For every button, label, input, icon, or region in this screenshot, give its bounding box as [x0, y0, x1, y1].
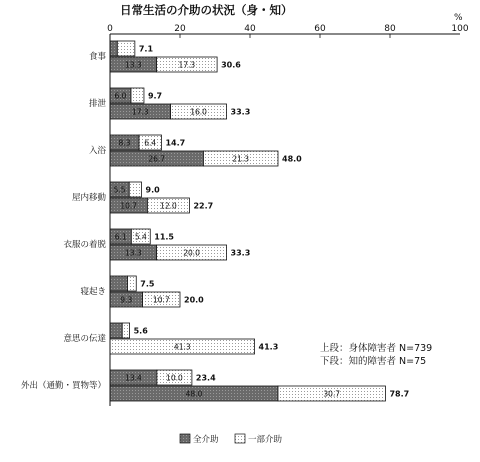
- chart-title: 日常生活の介助の状況（身・知）: [120, 3, 293, 17]
- bar-total-label: 30.6: [221, 60, 241, 70]
- bar-partial-label: 17.3: [178, 60, 196, 70]
- bar-total-label: 23.4: [195, 373, 216, 383]
- bar-full-label: 8.3: [118, 138, 131, 148]
- bar-partial-label: 20.0: [183, 248, 200, 258]
- bar-total-label: 7.5: [140, 279, 155, 289]
- legend-swatch-partial: [235, 434, 245, 443]
- bar-upper: [110, 135, 185, 150]
- legend-swatch-full: [180, 434, 190, 443]
- category-label: 意思の伝達: [63, 334, 106, 344]
- bar-total-label: 9.0: [145, 185, 160, 195]
- bar-partial-label: 30.7: [323, 389, 341, 399]
- bar-full-label: 10.7: [120, 201, 138, 211]
- bar-partial-label: 10.7: [152, 295, 170, 305]
- annotation-line2: 下段：知的障害者 N=75: [320, 356, 427, 367]
- bar-full-label: 6.0: [114, 91, 127, 101]
- category-label: 外出（通勤・買物等）: [20, 381, 106, 391]
- bar-partial-label: 41.3: [173, 342, 191, 352]
- x-axis-ticks: [107, 24, 469, 38]
- bar-partial-label: 12.0: [160, 201, 177, 211]
- bar-partial-label: 6.4: [144, 138, 157, 148]
- bar-total-label: 20.0: [184, 295, 204, 305]
- bar-upper: [110, 323, 148, 338]
- bar-upper: [110, 229, 174, 244]
- tick-label: 20: [174, 24, 186, 34]
- bar-full-segment: [110, 41, 117, 56]
- tick-label: 40: [244, 24, 256, 34]
- tick-label: 60: [314, 24, 326, 34]
- category-labels: [21, 51, 107, 391]
- bar-total-label: 9.7: [147, 91, 163, 101]
- bar-partial-segment: [117, 41, 135, 56]
- category-label: 排泄: [88, 99, 106, 109]
- bar-partial-segment: [129, 182, 141, 197]
- tick-label: 80: [384, 24, 396, 34]
- bar-total-label: 78.7: [389, 389, 410, 399]
- bar-lower: [110, 292, 204, 307]
- bar-total-label: 14.7: [165, 138, 186, 148]
- bar-partial-label: 5.4: [134, 232, 147, 242]
- category-label: 屋内移動: [71, 193, 106, 203]
- bar-partial-label: 10.0: [166, 373, 183, 383]
- legend-label-full: 全介助: [193, 435, 219, 445]
- tick-label: 0: [107, 24, 113, 34]
- bar-total-label: 41.3: [258, 342, 279, 352]
- bar-lower: [110, 339, 278, 354]
- bar-total-label: 33.3: [230, 248, 251, 258]
- bar-full-label: 5.5: [113, 185, 126, 195]
- bar-total-label: 22.7: [193, 201, 214, 211]
- bar-upper: [110, 88, 162, 103]
- bar-lower: [110, 245, 250, 260]
- category-label: 寝起き: [80, 287, 106, 297]
- bar-full-label: 13.4: [125, 373, 142, 383]
- bar-full-label: 9.3: [120, 295, 133, 305]
- bar-total-label: 33.3: [230, 107, 251, 117]
- category-label: 入浴: [88, 146, 106, 156]
- annotation-line1: 上段：身体障害者 N=739: [320, 343, 433, 354]
- bar-full-segment: [110, 323, 122, 338]
- bar-partial-segment: [131, 88, 144, 103]
- bar-full-segment: [110, 276, 128, 291]
- bar-partial-segment: [128, 276, 137, 291]
- bar-lower: [110, 57, 241, 72]
- bar-total-label: 48.0: [282, 154, 302, 164]
- category-label: 食事: [88, 52, 106, 62]
- unit-label: %: [454, 13, 463, 23]
- bar-lower: [110, 198, 213, 213]
- bar-total-label: 7.1: [138, 44, 154, 54]
- bar-full-label: 17.3: [131, 107, 149, 117]
- bar-full-label: 26.7: [148, 154, 166, 164]
- legend: [180, 434, 283, 445]
- bar-lower: [110, 386, 409, 401]
- bar-lower: [110, 151, 302, 166]
- bar-partial-label: 16.0: [190, 107, 207, 117]
- bar-full-label: 6.1: [114, 232, 127, 242]
- bar-full-label: 13.3: [124, 60, 142, 70]
- bar-upper: [110, 370, 216, 385]
- bar-full-label: 48.0: [185, 389, 203, 399]
- bar-full-label: 13.3: [124, 248, 142, 258]
- bar-lower: [110, 104, 250, 119]
- bar-upper: [110, 182, 160, 197]
- tick-label: 100: [451, 24, 469, 34]
- bar-total-label: 11.5: [154, 232, 174, 242]
- bar-partial-label: 21.3: [232, 154, 250, 164]
- bar-total-label: 5.6: [133, 326, 148, 336]
- bar-partial-segment: [122, 323, 129, 338]
- bar-upper: [110, 276, 155, 291]
- legend-label-partial: 一部介助: [248, 435, 283, 445]
- category-label: 衣服の着脱: [63, 240, 106, 250]
- bar-upper: [110, 41, 153, 56]
